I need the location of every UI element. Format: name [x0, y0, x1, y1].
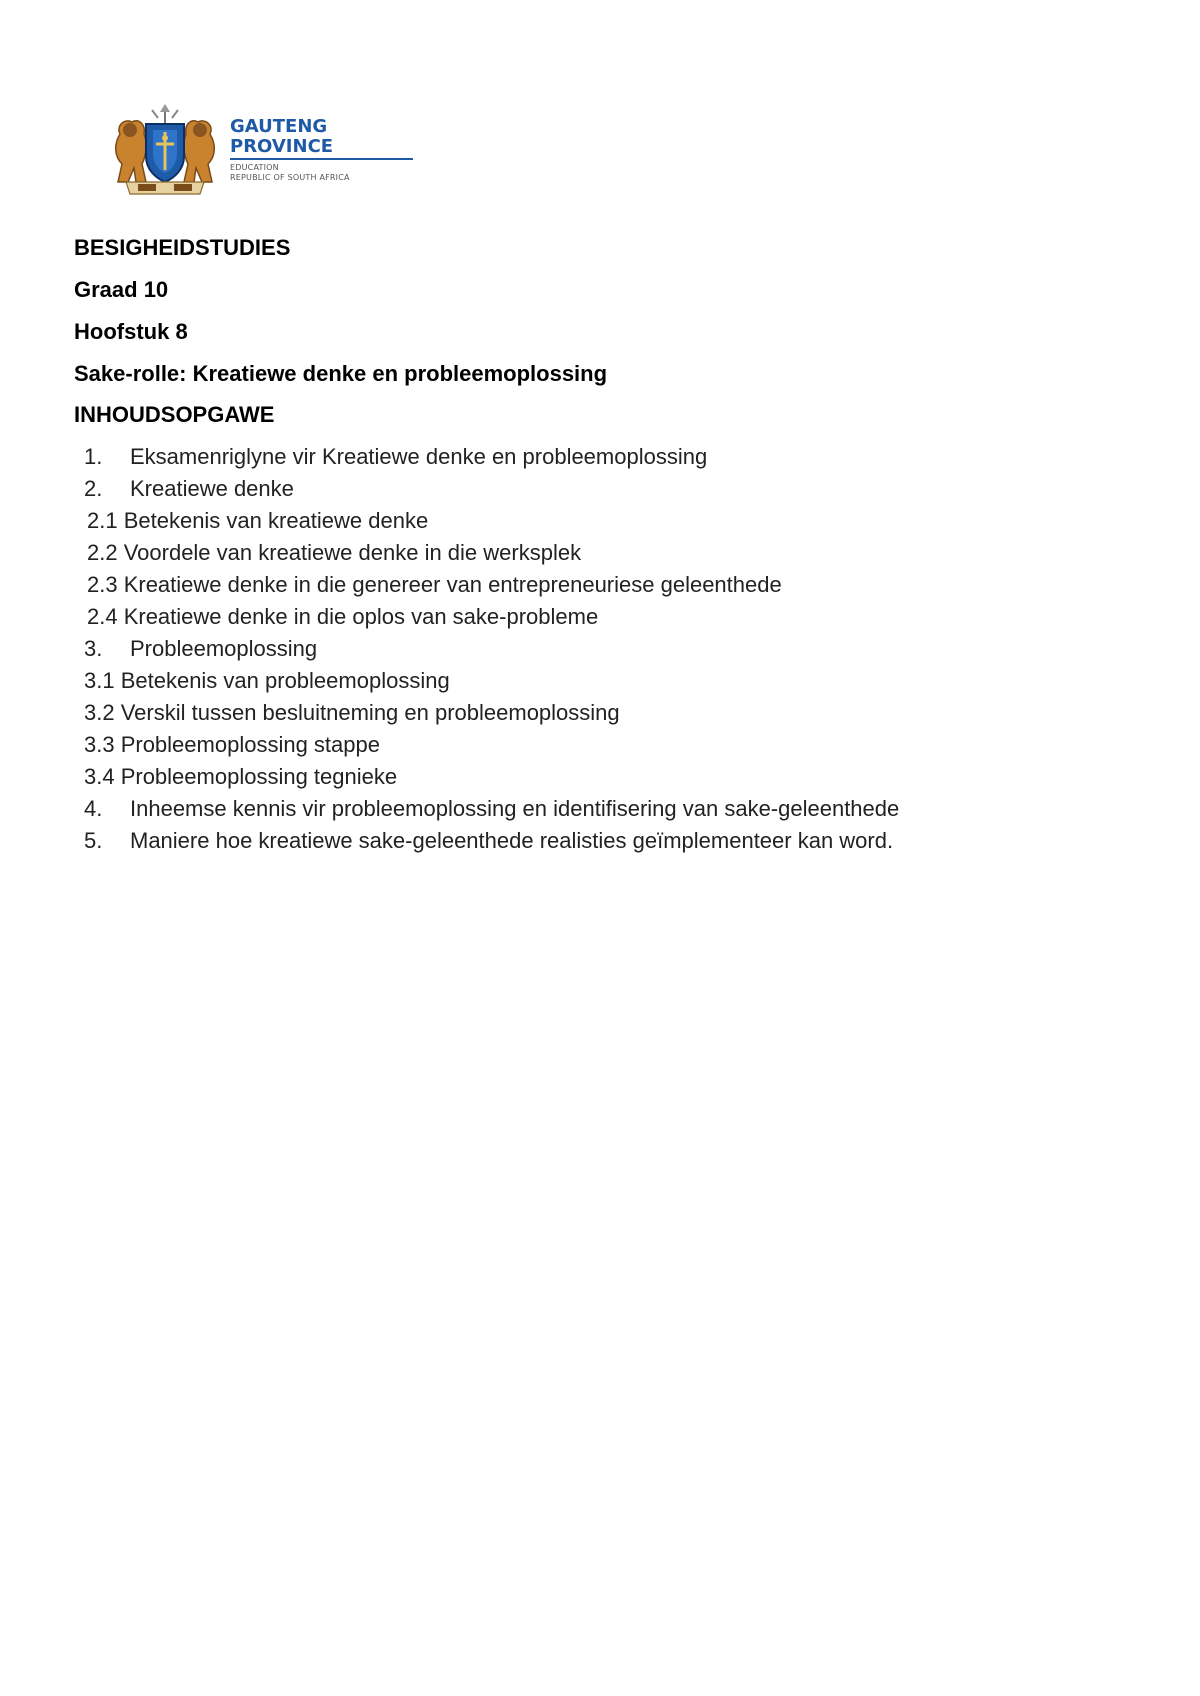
toc-item-label: 2.2 Voordele van kreatiewe denke in die werksplek	[87, 540, 582, 565]
toc-item-label: 3.4 Probleemoplossing tegnieke	[84, 764, 398, 789]
toc-item-label: 3.1 Betekenis van probleemoplossing	[84, 668, 450, 693]
toc-item-number: 3.	[84, 636, 103, 661]
toc-item-label: Kreatiewe denke	[130, 476, 294, 501]
toc-item-label: Eksamenriglyne vir Kreatiewe denke en probleemoplossing	[130, 444, 708, 469]
chapter-heading: Hoofstuk 8	[74, 319, 188, 344]
toc-title: INHOUDSOPGAWE	[74, 402, 275, 427]
topic-heading: Sake-rolle: Kreatiewe denke en probleemoplossing	[74, 361, 608, 386]
toc-item-number: 2.	[84, 476, 103, 501]
logo-title: GAUTENG PROVINCE	[230, 116, 334, 157]
toc-item-number: 4.	[84, 796, 103, 821]
subject-heading: BESIGHEIDSTUDIES	[74, 235, 291, 260]
toc-item-number: 5.	[84, 828, 103, 853]
toc-item-label: Inheemse kennis vir probleemoplossing en identifisering van sake-geleenthede	[130, 796, 900, 821]
logo-line-country: REPUBLIC OF SOUTH AFRICA	[230, 173, 350, 182]
toc-item-label: 3.3 Probleemoplossing stappe	[84, 732, 380, 757]
toc-item-label: Probleemoplossing	[130, 636, 318, 661]
grade-heading: Graad 10	[74, 277, 169, 302]
toc-item-number: 1.	[84, 444, 103, 469]
logo-line-education: EDUCATION	[230, 163, 279, 172]
toc-item-label: 2.4 Kreatiewe denke in die oplos van sake-probleme	[87, 604, 599, 629]
toc-item-label: 3.2 Verskil tussen besluitneming en probleemoplossing	[84, 700, 620, 725]
toc-item-label: Maniere hoe kreatiewe sake-geleenthede realisties geïmplementeer kan word.	[130, 828, 894, 853]
toc-item-label: 2.3 Kreatiewe denke in die genereer van entrepreneuriese geleenthede	[87, 572, 782, 597]
toc-item-label: 2.1 Betekenis van kreatiewe denke	[87, 508, 429, 533]
